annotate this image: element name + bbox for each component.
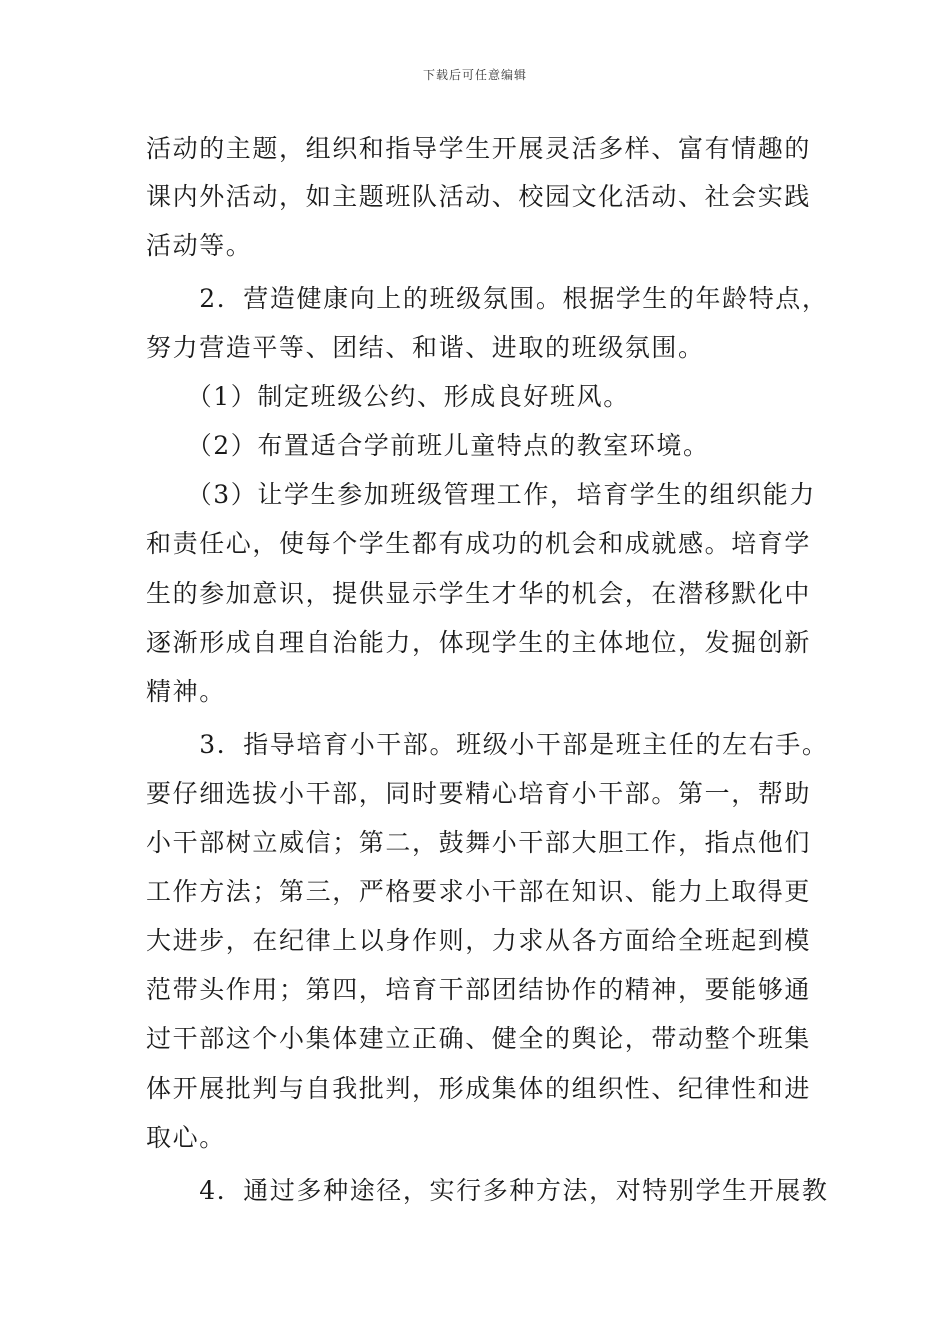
body-line: 课内外活动，如主题班队活动、校园文化活动、社会实践	[146, 182, 812, 211]
body-line: 3．指导培育小干部。班级小干部是班主任的左右手。	[146, 730, 829, 759]
body-line: 活动的主题，组织和指导学生开展灵活多样、富有情趣的	[146, 134, 812, 163]
page-header: 下载后可任意编辑	[422, 68, 527, 82]
body-line: 体开展批判与自我批判，形成集体的组织性、纪律性和进	[146, 1074, 812, 1103]
body-line: 范带头作用；第四，培育干部团结协作的精神，要能够通	[146, 975, 812, 1004]
body-line: 逐渐形成自理自治能力，体现学生的主体地位，发掘创新	[146, 628, 812, 657]
body-line: 努力营造平等、团结、和谐、进取的班级氛围。	[146, 333, 705, 362]
body-line: （1）制定班级公约、形成良好班风。	[146, 382, 630, 411]
body-line: 和责任心，使每个学生都有成功的机会和成就感。培育学	[146, 529, 812, 558]
body-line: （3）让学生参加班级管理工作，培育学生的组织能力	[146, 480, 817, 509]
body-line: 取心。	[146, 1123, 226, 1152]
body-line: 生的参加意识，提供显示学生才华的机会，在潜移默化中	[146, 579, 812, 608]
body-line: 大进步，在纪律上以身作则，力求从各方面给全班起到模	[146, 926, 812, 955]
body-line: 小干部树立威信；第二，鼓舞小干部大胆工作，指点他们	[146, 828, 812, 857]
body-line: 4．通过多种途径，实行多种方法，对特别学生开展教	[146, 1176, 829, 1205]
body-line: 精神。	[146, 677, 226, 706]
body-line: 活动等。	[146, 231, 253, 260]
body-line: 工作方法；第三，严格要求小干部在知识、能力上取得更	[146, 877, 812, 906]
body-line: 过干部这个小集体建立正确、健全的舆论，带动整个班集	[146, 1024, 812, 1053]
body-line: 要仔细选拔小干部，同时要精心培育小干部。第一，帮助	[146, 779, 812, 808]
body-line: 2．营造健康向上的班级氛围。根据学生的年龄特点，	[146, 284, 829, 313]
body-line: （2）布置适合学前班儿童特点的教室环境。	[146, 431, 710, 460]
